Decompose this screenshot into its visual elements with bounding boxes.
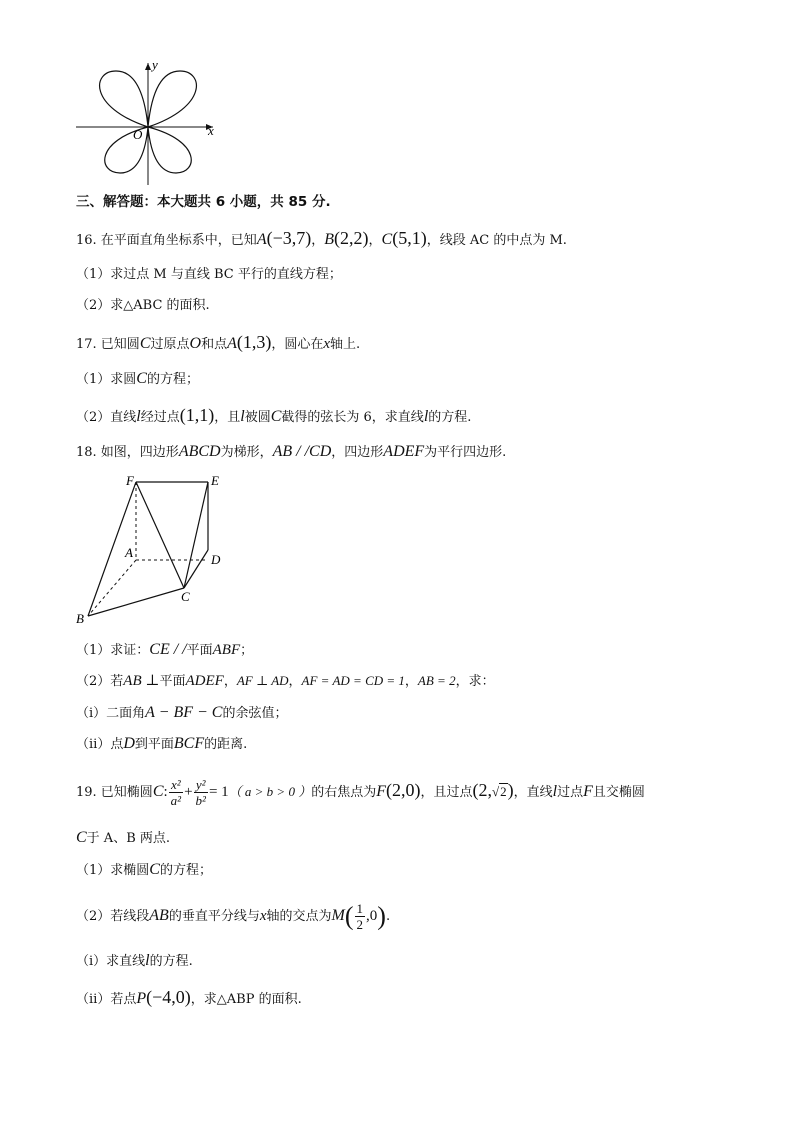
q18-abcd: ABCD — [178, 443, 221, 460]
q18-p2-c: ， — [223, 674, 237, 689]
q19-part2-ii — [76, 987, 302, 1010]
q19-intro: 19. 已知椭圆 — [76, 785, 153, 800]
q17-c: C — [139, 335, 151, 352]
edge-fc — [136, 482, 184, 588]
q19-p2ii-coords: (−4,0) — [146, 987, 191, 1007]
q16-part2: （2）求△ABC 的面积. — [76, 298, 210, 313]
q18-p1-ce: CE / / — [149, 641, 187, 658]
q19-p2i-l: l — [145, 952, 150, 969]
q18-p2-e: ， — [404, 674, 418, 689]
q19-b2: b² — [195, 793, 206, 808]
q19-f2: F — [583, 783, 593, 800]
y-axis-arrow — [145, 63, 151, 70]
q18-p2-afad: AF ⊥ AD — [236, 673, 289, 688]
q17-p2-a: （2）直线 — [76, 410, 137, 425]
q19-p1-a: （1）求椭圆 — [76, 863, 150, 878]
q16-sep2: ， — [368, 233, 382, 248]
origin-label: O — [133, 127, 143, 142]
q18-p2-f: ，求： — [455, 674, 495, 689]
label-d: D — [211, 552, 221, 567]
q19-p2-b: 的垂直平分线与 — [168, 909, 260, 924]
q17-a-coords: (1,3) — [236, 332, 272, 352]
q16-c-label: C — [381, 231, 393, 248]
q18-p2ii-d: D — [123, 735, 135, 752]
q16-intro: 16. 在平面直角坐标系中，已知 — [76, 233, 257, 248]
q18-tail: 为平行四边形. — [424, 445, 507, 460]
q19-a2: a² — [170, 793, 182, 808]
q19-p2-frac — [355, 901, 366, 932]
q19-p2-num: 1 — [356, 901, 364, 916]
leaf-upper-left — [100, 71, 148, 127]
q16-intro-line — [76, 228, 567, 251]
label-b: B — [76, 611, 84, 626]
q16-tail: ，线段 AC 的中点为 M. — [426, 233, 567, 248]
q18-part2 — [76, 671, 495, 692]
q18-p2ii-b: 到平面 — [134, 737, 174, 752]
q17-p2-l: l — [136, 408, 141, 425]
q17-p2-l3: l — [423, 408, 429, 425]
q19-pt-rad: 2 — [500, 784, 507, 799]
q18-adef: ADEF — [383, 443, 425, 460]
q19-line2 — [76, 828, 170, 849]
q18-p2-eq: AF = AD = CD = 1 — [301, 673, 405, 688]
q19-c: C — [152, 783, 164, 800]
q17-tail1: ，圆心在 — [271, 337, 324, 352]
q18-par: AB / /CD — [272, 443, 332, 460]
section-title: 三、解答题：本大题共 6 小题，共 85 分. — [76, 194, 331, 210]
q17-p2-c2: C — [270, 408, 282, 425]
q19-mid4: 过点 — [557, 785, 584, 800]
q16-a-coords: (−3,7) — [266, 228, 312, 248]
q17-p2-f: 的方程. — [428, 410, 472, 425]
four-leaf-curve-svg — [70, 55, 230, 185]
q19-p2-lparen: ( — [344, 901, 354, 931]
q18-p2i-expr: A − BF − C — [145, 704, 223, 721]
q16-c-coords: (5,1) — [392, 228, 427, 248]
q17-p1-b: 的方程； — [146, 372, 199, 387]
leaf-upper-right — [148, 71, 196, 127]
q18-mid1: 为梯形， — [220, 445, 273, 460]
q16-b-label: B — [324, 231, 335, 248]
q19-p1-c: C — [149, 861, 160, 878]
q16-a-label: A — [256, 231, 267, 248]
q19-x2: x² — [169, 777, 183, 793]
q18-part1 — [76, 640, 253, 661]
q19-eq1: = 1 — [208, 784, 229, 800]
leaf-lower-right — [148, 127, 191, 173]
q18-intro-line — [76, 442, 506, 463]
q19-colon: : — [163, 784, 168, 800]
q19-f-coords: (2,0) — [386, 780, 421, 800]
q18-p2i-b: 的余弦值； — [222, 706, 288, 721]
edge-dc — [184, 550, 208, 588]
q19-p2-a: （2）若线段 — [76, 909, 150, 924]
q18-mid2: ，四边形 — [331, 445, 384, 460]
q19-part1 — [76, 860, 212, 881]
q19-p2-rparen: ) — [377, 901, 386, 931]
q19-p2-den: 2 — [356, 917, 364, 932]
edge-bc — [88, 588, 184, 616]
q17-mid1: 过原点 — [150, 337, 190, 352]
q19-pt-close: ) — [507, 780, 514, 800]
q19-p2-ab: AB — [149, 907, 169, 924]
q17-p2-d: 被圆 — [244, 410, 271, 425]
q19-mid1: 的右焦点为 — [311, 785, 377, 800]
edge-ec — [184, 482, 208, 588]
q17-p1-c: C — [136, 370, 147, 387]
q19-p2-m: M — [331, 907, 345, 924]
four-leaf-curve-figure — [70, 55, 230, 185]
q19-pt-open: (2, — [472, 780, 493, 800]
q19-tail: 且交椭圆 — [592, 785, 645, 800]
q17-part1 — [76, 369, 199, 390]
q16-part1: （1）求过点 M 与直线 BC 平行的直线方程； — [76, 267, 342, 282]
solid-geometry-figure — [70, 470, 240, 630]
label-f: F — [126, 473, 134, 488]
q18-p2-a: （2）若 — [76, 674, 124, 689]
y-axis-label: y — [152, 57, 158, 72]
q18-part2-ii — [76, 734, 247, 755]
q18-p2ii-c: 的距离. — [204, 737, 248, 752]
q19-plus: + — [184, 784, 193, 800]
q18-p2-adef: ADEF — [185, 673, 224, 689]
q18-p2-ab: AB ⊥ — [123, 673, 160, 689]
q19-p1-b: 的方程； — [159, 863, 212, 878]
q18-p2-d: ， — [288, 674, 302, 689]
q16-sep1: ， — [311, 233, 325, 248]
q18-part2-i — [76, 703, 287, 724]
solid-geometry-svg — [70, 470, 240, 630]
q17-intro: 17. 已知圆 — [76, 337, 140, 352]
q19-mid3: ，直线 — [513, 785, 553, 800]
q19-p2ii-p: P — [136, 990, 147, 1007]
q16-b-coords: (2,2) — [334, 228, 369, 248]
q18-p1-abf: ABF — [212, 642, 241, 658]
q17-p2-e: 截得的弦长为 6，求直线 — [281, 410, 424, 425]
q18-p2-b: 平面 — [159, 674, 186, 689]
q18-p2-ab2: AB = 2 — [417, 673, 456, 688]
q19-p2-c: 轴的交点为 — [266, 909, 332, 924]
q17-p2-pt: (1,1) — [179, 405, 215, 425]
q19-l: l — [552, 783, 558, 800]
q19-cond: （ a > b > 0 ） — [228, 784, 312, 799]
q17-p2-b: 经过点 — [140, 410, 180, 425]
q19-line2-c: C — [76, 829, 87, 846]
edge-ab-hidden — [88, 560, 136, 616]
q19-f-lab: F — [376, 783, 386, 800]
q19-p2ii-b: ，求△ABP 的面积. — [190, 992, 302, 1007]
q19-mid2: ，且过点 — [420, 785, 473, 800]
q19-p2i-a: （ⅰ）求直线 — [76, 954, 146, 969]
q18-p2i-a: （ⅰ）二面角 — [76, 706, 146, 721]
q19-intro-line — [76, 772, 645, 811]
q17-p2-c: ，且 — [214, 410, 241, 425]
q19-part2 — [76, 896, 390, 937]
label-e: E — [211, 473, 219, 488]
q17-a: A — [227, 335, 237, 352]
q19-p2ii-a: （ⅱ）若点 — [76, 992, 137, 1007]
q17-x: x — [323, 336, 331, 352]
q19-p2-zero: ,0 — [366, 908, 378, 924]
q17-tail2: 轴上. — [330, 337, 361, 352]
q19-p2-x: x — [259, 908, 267, 924]
q19-sqrt: √2 — [492, 784, 507, 799]
q19-line2-tail: 于 A、B 两点. — [86, 831, 171, 846]
q18-p2ii-a: （ⅱ）点 — [76, 737, 124, 752]
q17-p2-l2: l — [240, 408, 245, 425]
q19-frac-y — [194, 777, 208, 808]
q18-p2ii-bcf: BCF — [173, 735, 205, 752]
label-a: A — [125, 545, 133, 560]
q18-intro: 18. 如图，四边形 — [76, 445, 179, 460]
q17-intro-line — [76, 332, 360, 355]
q17-p1-a: （1）求圆 — [76, 372, 137, 387]
q19-p2-end: . — [385, 909, 391, 924]
q17-mid2: 和点 — [201, 337, 228, 352]
x-axis-label: x — [208, 123, 214, 138]
q18-p1-c: ； — [240, 643, 254, 658]
q17-o: O — [189, 335, 202, 352]
q19-frac-x — [169, 777, 183, 808]
q18-p1-b: 平面 — [186, 643, 213, 658]
q18-p1-a: （1）求证： — [76, 643, 150, 658]
q19-p2i-b: 的方程. — [149, 954, 193, 969]
q17-part2 — [76, 405, 471, 428]
label-c: C — [181, 589, 190, 604]
q19-part2-i — [76, 951, 193, 972]
q19-y2: y² — [194, 777, 208, 793]
